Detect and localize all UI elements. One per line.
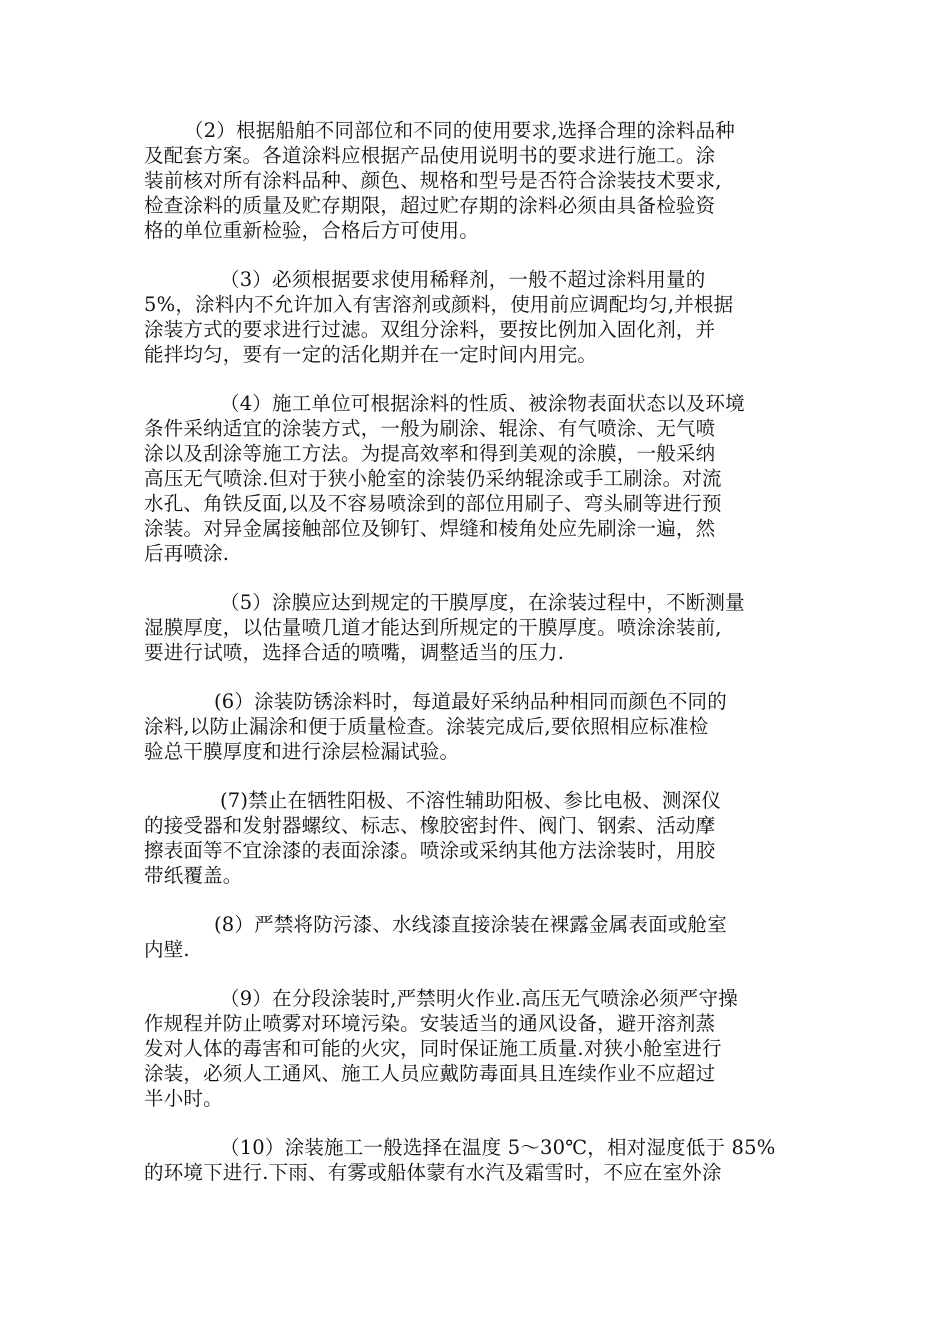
text-line: 及配套方案。各道涂料应根据产品使用说明书的要求进行施工。涂 <box>144 144 716 167</box>
text-line: 内壁. <box>144 938 190 961</box>
paragraph-10 <box>144 1135 804 1185</box>
text-line: 涂装方式的要求进行过滤。双组分涂料，要按比例加入固化剂，并 <box>144 318 716 341</box>
text-line: 半小时。 <box>144 1087 223 1110</box>
text-line: 后再喷涂. <box>144 542 230 565</box>
paragraph-8 <box>144 912 804 962</box>
text-line: (8）严禁将防污漆、水线漆直接涂装在裸露金属表面或舱室 <box>214 913 727 936</box>
text-line: (6）涂装防锈涂料时，每道最好采纳品种相同而颜色不同的 <box>214 690 727 713</box>
text-line: 涂料,以防止漏涂和便于质量检查。涂装完成后,要依照相应标准检 <box>144 715 709 738</box>
text-line: （2）根据船舶不同部位和不同的使用要求,选择合理的涂料品种 <box>184 119 735 142</box>
text-line: 发对人体的毒害和可能的火灾，同时保证施工质量.对狭小舱室进行 <box>144 1037 722 1060</box>
text-line: （9）在分段涂装时,严禁明火作业.高压无气喷涂必须严守操 <box>220 987 738 1010</box>
text-line: 作规程并防止喷雾对环境污染。安装适当的通风设备，避开溶剂蒸 <box>144 1012 716 1035</box>
text-line: 水孔、角铁反面,以及不容易喷涂到的部位用刷子、弯头刷等进行预 <box>144 492 722 515</box>
text-line: 5%，涂料内不允许加入有害溶剂或颜料，使用前应调配均匀,并根据 <box>144 293 734 316</box>
paragraph-4 <box>144 391 804 566</box>
text-line: 格的单位重新检验，合格后方可使用。 <box>144 219 479 242</box>
text-line: (7)禁止在牺牲阳极、不溶性辅助阳极、参比电极、测深仪 <box>220 789 722 812</box>
paragraph-2 <box>144 118 804 243</box>
text-line: （5）涂膜应达到规定的干膜厚度，在涂装过程中，不断测量 <box>220 591 745 614</box>
text-line: 涂以及刮涂等施工方法。为提高效率和得到美观的涂膜，一般采纳 <box>144 442 716 465</box>
text-line: 条件采纳适宜的涂装方式，一般为刷涂、辊涂、有气喷涂、无气喷 <box>144 417 716 440</box>
paragraph-3 <box>144 267 804 367</box>
paragraph-5 <box>144 590 804 665</box>
text-line: 高压无气喷涂.但对于狭小舱室的涂装仍采纳辊涂或手工刷涂。对流 <box>144 467 722 490</box>
document-page <box>144 118 804 1209</box>
text-line: 擦表面等不宜涂漆的表面涂漆。喷涂或采纳其他方法涂装时，用胶 <box>144 839 716 862</box>
text-line: 检查涂料的质量及贮存期限，超过贮存期的涂料必须由具备检验资 <box>144 194 716 217</box>
paragraph-9 <box>144 986 804 1111</box>
text-line: 的接受器和发射器螺纹、标志、橡胶密封件、阀门、钢索、活动摩 <box>144 814 716 837</box>
text-line: 带纸覆盖。 <box>144 864 243 887</box>
text-line: （10）涂装施工一般选择在温度 5～30℃，相对湿度低于 85% <box>220 1136 776 1159</box>
text-line: 湿膜厚度，以估量喷几道才能达到所规定的干膜厚度。喷涂涂装前, <box>144 616 722 639</box>
text-line: 要进行试喷，选择合适的喷嘴，调整适当的压力. <box>144 641 565 664</box>
text-line: 涂装。对异金属接触部位及铆钉、焊缝和棱角处应先刷涂一遍，然 <box>144 517 716 540</box>
text-line: 的环境下进行.下雨、有雾或船体蒙有水汽及霜雪时，不应在室外涂 <box>144 1161 722 1184</box>
text-line: 能拌均匀，要有一定的活化期并在一定时间内用完。 <box>144 343 598 366</box>
paragraph-7 <box>144 788 804 888</box>
text-line: （3）必须根据要求使用稀释剂，一般不超过涂料用量的 <box>220 268 706 291</box>
text-line: （4）施工单位可根据涂料的性质、被涂物表面状态以及环境 <box>220 392 745 415</box>
text-line: 涂装，必须人工通风、施工人员应戴防毒面具且连续作业不应超过 <box>144 1062 716 1085</box>
text-line: 装前核对所有涂料品种、颜色、规格和型号是否符合涂装技术要求, <box>144 169 722 192</box>
paragraph-6 <box>144 689 804 764</box>
text-line: 验总干膜厚度和进行涂层检漏试验。 <box>144 740 460 763</box>
